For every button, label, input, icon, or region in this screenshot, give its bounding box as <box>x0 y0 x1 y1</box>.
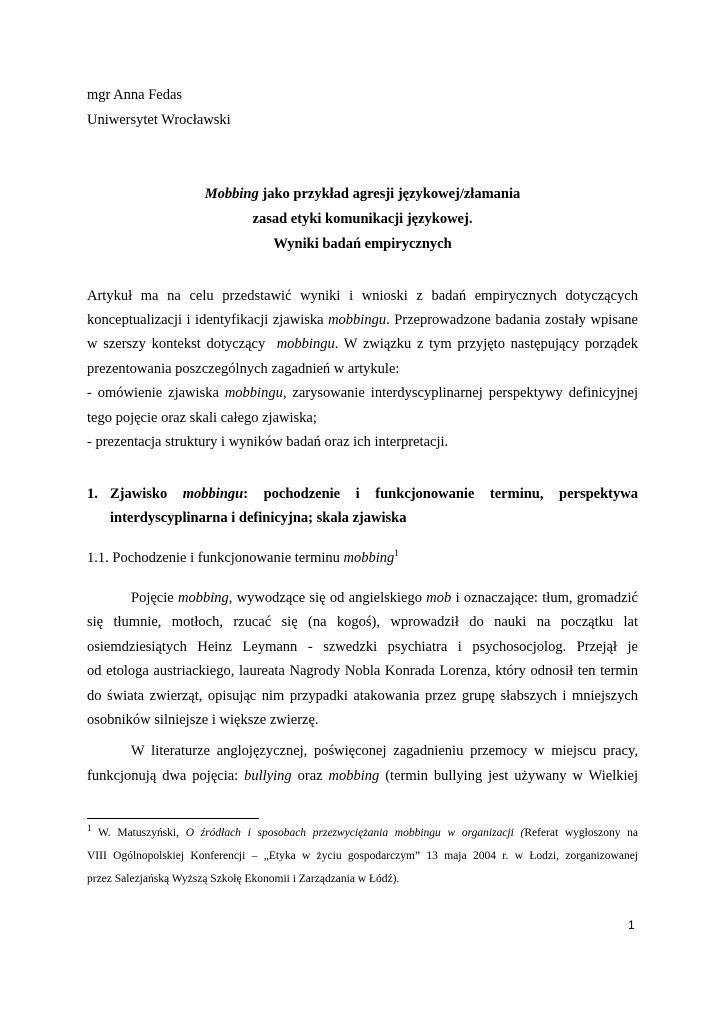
footnote-separator <box>87 818 259 819</box>
title-line-3: Wyniki badań empirycznych <box>273 236 452 252</box>
para1-line-5: do świata zwierząt, opisując nim przypadki atakowania przez grupę słabszych i mniejszych <box>87 688 638 704</box>
footnote-line-1: $^1$ W. Matuszyński, O źródłach i sposobach przezwyciężania mobbingu w organizacji (Referat wygłoszony na <box>87 823 638 839</box>
page-number: 1 <box>628 918 635 932</box>
author-name: mgr Anna Fedas <box>87 87 183 103</box>
para1-line-1: Pojęcie mobbing, wywodzące się od angielskiego mob i oznaczające: tłum, gromadzić <box>131 590 638 606</box>
intro-line-1: Artykuł ma na celu przedstawić wyniki i wnioski z badań empirycznych dotyczących <box>87 288 638 304</box>
para1-line-6: osobników silniejsze i większe zwierzę. <box>87 712 319 728</box>
footnote-line-3: przez Salezjańską Wyższą Szkołę Ekonomii i Zarządzania w Łódź). <box>87 873 400 885</box>
footnote-ref: 1 <box>394 548 399 559</box>
intro-line-3: w szerszy kontekst dotyczący mobbingu. W związku z tym przyjęto następujący porządek <box>87 336 638 352</box>
para2-line-1: W literaturze anglojęzycznej, poświęconej zagadnieniu przemocy w miejscu pracy, <box>131 743 638 759</box>
section-number: 1. <box>87 486 98 502</box>
author-affiliation: Uniwersytet Wrocławski <box>87 112 231 128</box>
section-heading-line-2: interdyscyplinarna i definicyjna; skala zjawiska <box>110 510 407 526</box>
section-heading-line-1: Zjawisko mobbingu: pochodzenie i funkcjonowanie terminu, perspektywa <box>110 486 638 502</box>
title-line-1: Mobbing jako przykład agresji językowej/złamania <box>204 186 521 202</box>
subsection-heading: 1.1. Pochodzenie i funkcjonowanie terminu mobbing$^1$ <box>87 548 399 566</box>
intro-line-7: - prezentacja struktury i wyników badań oraz ich interpretacji. <box>87 434 449 450</box>
para2-line-2: funkcjonują dwa pojęcia: bullying oraz mobbing (termin bullying jest używany w Wielkiej <box>87 768 639 784</box>
para1-line-2: się tłumnie, motłoch, rzucać się (na kogoś), wprowadził do nauki na początku lat <box>87 614 638 630</box>
para1-line-4: od etologa austriackiego, laureata Nagrody Nobla Konrada Lorenza, który odnosił ten termin <box>87 663 638 679</box>
footnote-line-2: VIII Ogólnopolskiej Konferencji – „Etyka w życiu gospodarczym” 13 maja 2004 r. w Łodzi, zorganizowanej <box>87 850 638 862</box>
intro-line-5: - omówienie zjawiska mobbingu, zarysowanie interdyscyplinarnej perspektywy definicyjnej <box>87 385 638 401</box>
para1-line-3: osiemdziesiątych Heinz Leymann - szwedzki psychiatra i psychosocjolog. Przejął je <box>87 639 638 655</box>
intro-line-2: konceptualizacji i identyfikacji zjawiska mobbingu. Przeprowadzone badania zostały wpisane <box>87 312 638 328</box>
title-line-2: zasad etyki komunikacji językowej. <box>252 211 473 227</box>
title-emphasis: Mobbing <box>204 186 259 202</box>
intro-line-6: tego pojęcie oraz skali całego zjawiska; <box>87 410 317 426</box>
intro-line-4: prezentowania poszczególnych zagadnień w artykule: <box>87 361 400 377</box>
